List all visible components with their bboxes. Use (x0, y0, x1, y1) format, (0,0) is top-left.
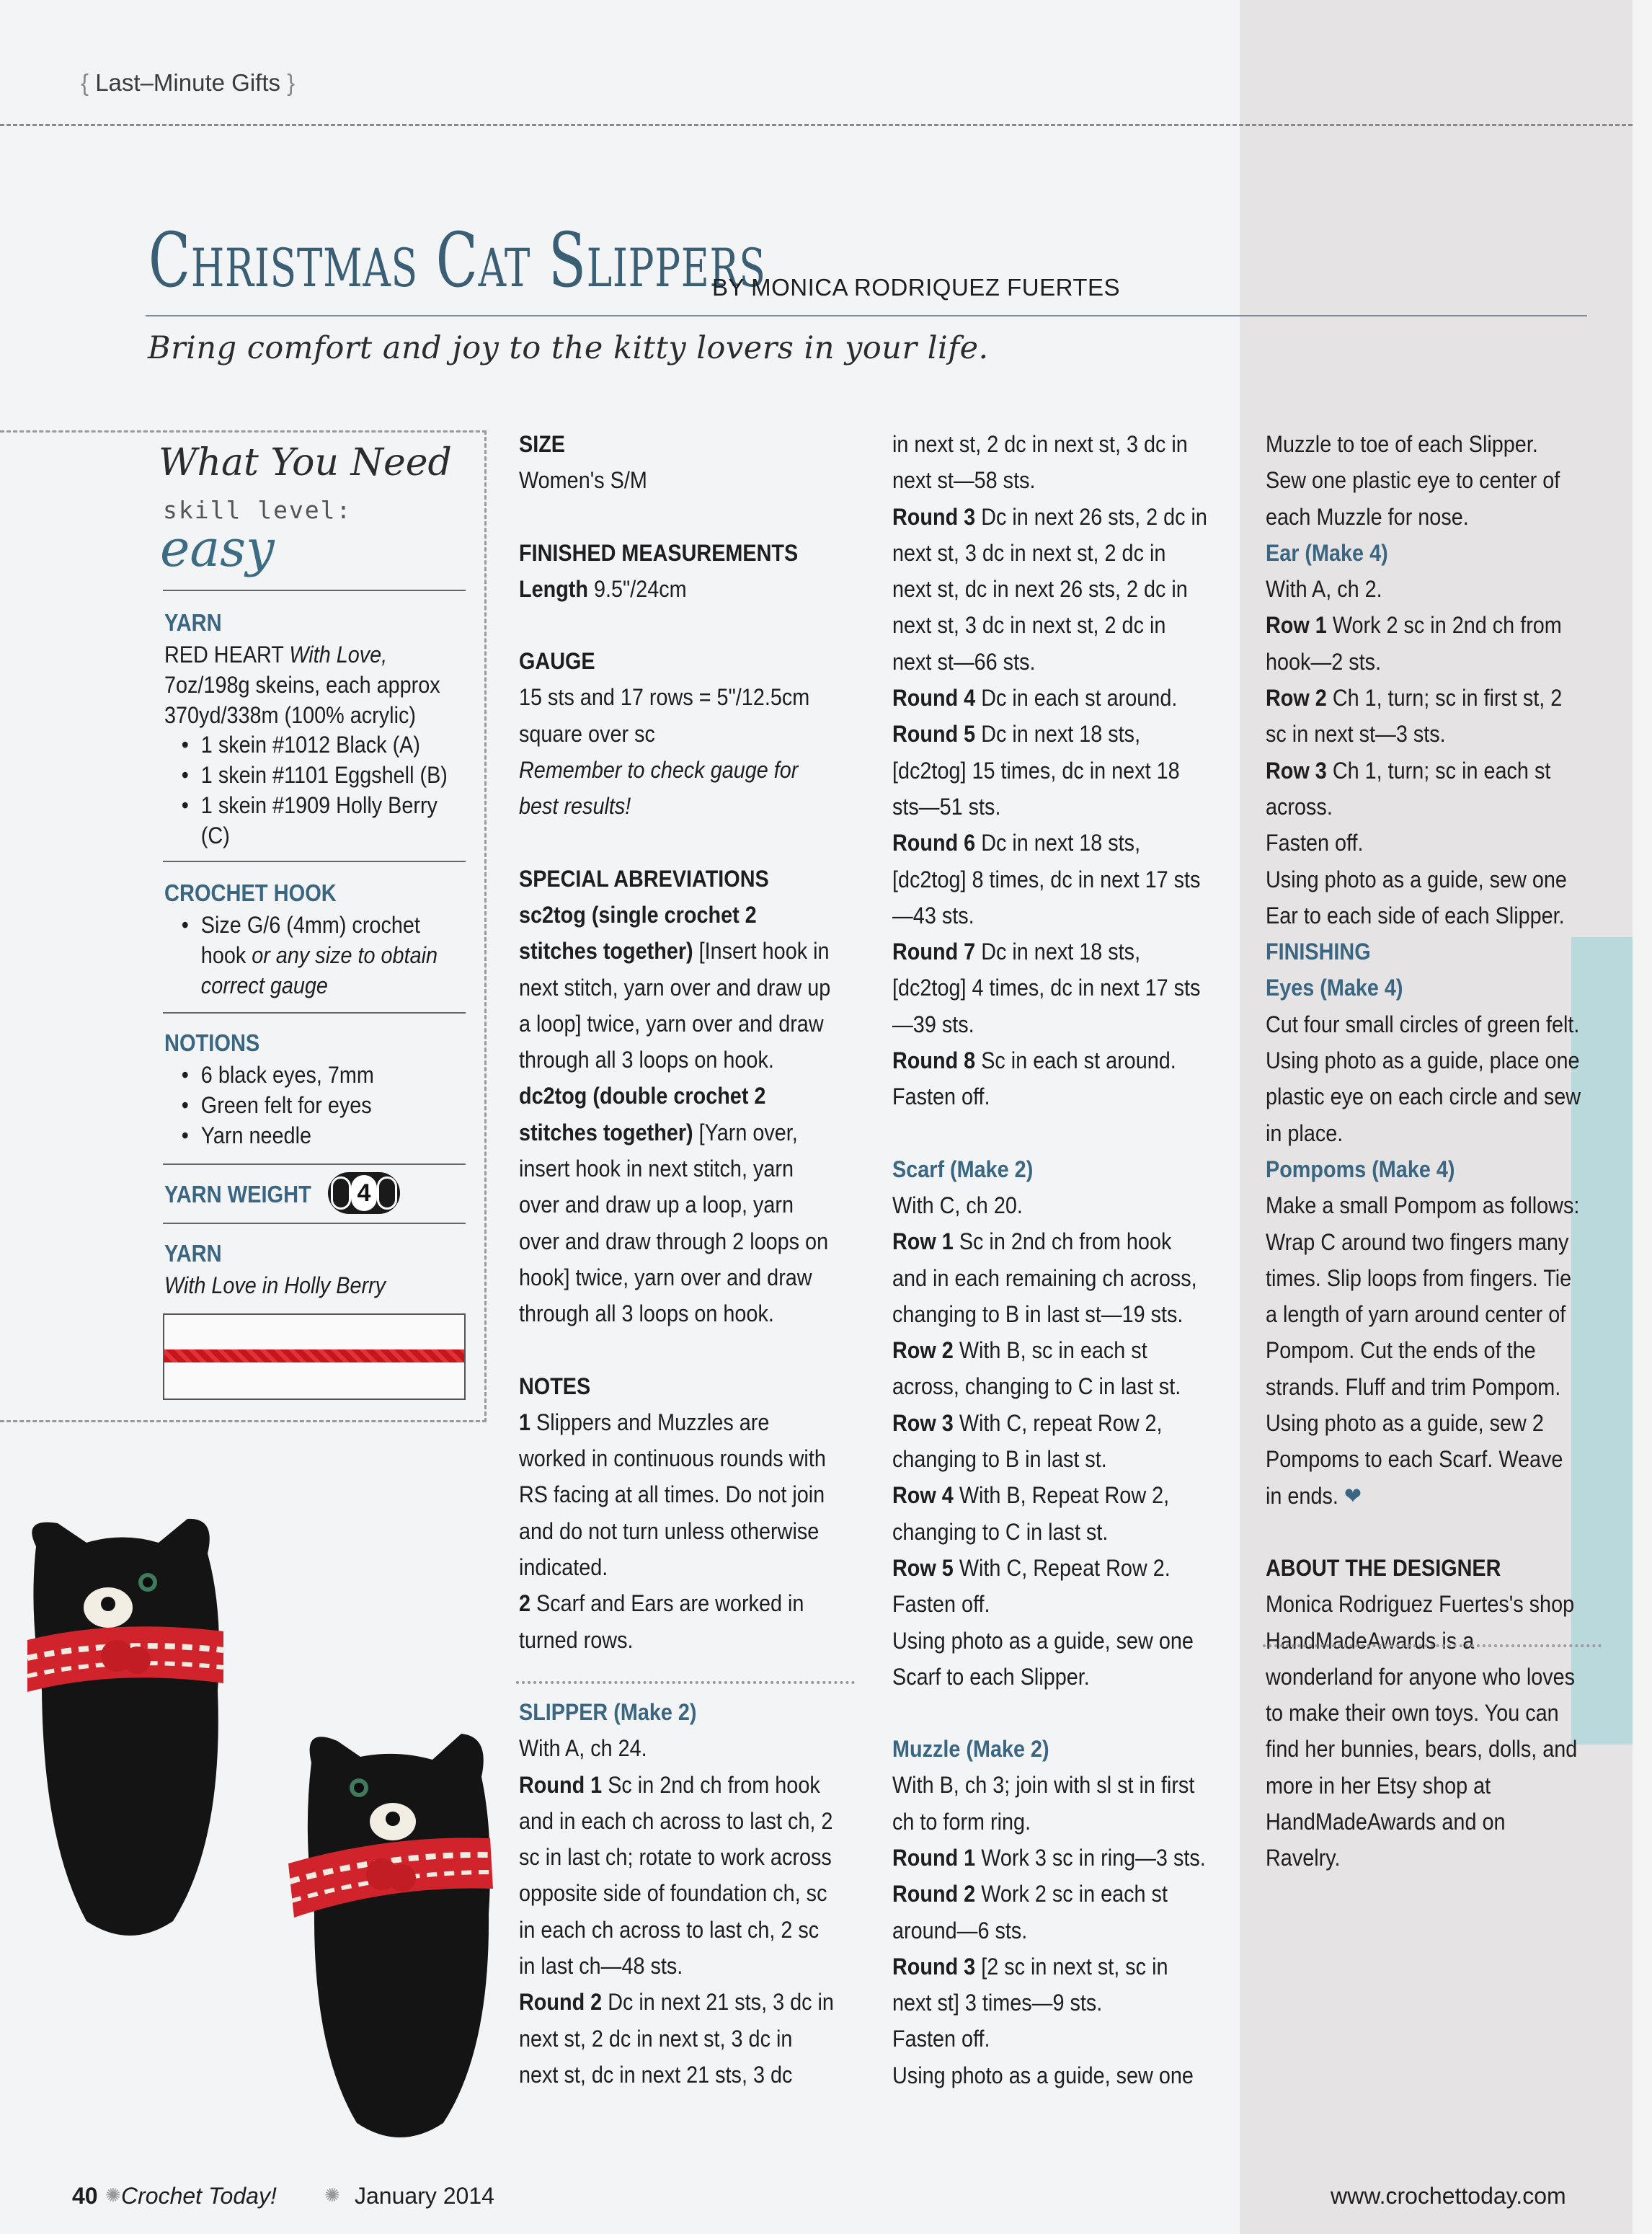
size-text: Women's S/M (519, 467, 647, 494)
issue-date: January 2014 (355, 2183, 494, 2209)
yarn-list (180, 730, 466, 851)
pompoms-text: Make a small Pompom as follows: Wrap C around two fingers many times. Slip loops from fingers. Tie a length of yarn around center of Pompom. Cut the ends of the strands. Fluff and trim Pompom. Using photo as a guide, sew 2 Pompoms to each Scarf. Weave in ends. ❤ (1266, 1192, 1580, 1509)
slipper-photo-right (274, 1712, 512, 2145)
sidebar-rule (163, 1012, 466, 1014)
yarn-weight-heading: YARN WEIGHT (164, 1181, 311, 1207)
yarn-strand (164, 1349, 464, 1362)
heart-icon: ❤ (1344, 1482, 1362, 1509)
publication-name: Crochet Today! (121, 2183, 277, 2209)
sidebar-rule (163, 1163, 466, 1165)
title-rule (146, 315, 1587, 316)
what-you-need-heading: What You Need (159, 441, 452, 484)
scarf-row-5: Row 5 With C, Repeat Row 2. (892, 1554, 1171, 1581)
list-item: • 1 skein #1909 Holly Berry (C) (180, 790, 466, 851)
about-text: Monica Rodriguez Fuertes's shop HandMadeAwards is a wonderland for anyone who loves to make their own toys. You can find her bunnies, bears, dolls, and more in her Etsy shop at HandMadeAwards and on Ravelry. (1266, 1591, 1578, 1871)
yarn-sample-heading: YARN (164, 1240, 222, 1267)
abbreviation-dc2tog: dc2tog (double crochet 2 stitches together) [Yarn over, insert hook in next stitch, yarn over and draw up a loop, yarn over and draw through 2 loops on hook] twice, yarn over and draw through all 3 loops on hook. (519, 1083, 829, 1327)
slipper-round-3: Round 3 Dc in next 26 sts, 2 dc in next st, 3 dc in next st, 2 dc in next st, dc in next 26 sts, 2 dc in next st, 3 dc in next st, 2 dc in next st—66 sts. (892, 503, 1207, 675)
slipper-photo-left (7, 1503, 245, 1943)
muzzle-intro: With B, ch 3; join with sl st in first ch to form ring. (892, 1772, 1195, 1835)
list-item: • Green felt for eyes (180, 1090, 453, 1120)
ear-intro: With A, ch 2. (1266, 576, 1382, 603)
column-2 (892, 426, 1207, 2093)
slipper-round-4: Round 4 Dc in each st around. (892, 685, 1178, 712)
slipper-round-2: Round 2 Dc in next 21 sts, 3 dc in next st, 2 dc in next st, 3 dc in next st, dc in next 21 sts, 3 dc (519, 1989, 834, 2088)
eyes-text: Cut four small circles of green felt. Using photo as a guide, place one plastic eye on each circle and sew in place. (1266, 1011, 1581, 1146)
notions-list (180, 1060, 453, 1151)
muzzle-sew: Using photo as a guide, sew one (892, 2062, 1194, 2088)
scarf-row-3: Row 3 With C, repeat Row 2, changing to B in last st. (892, 1409, 1163, 1473)
page-edge-strip (1633, 0, 1652, 2234)
yarn-swatch (163, 1313, 466, 1400)
fasten-off: Fasten off. (892, 2026, 990, 2052)
list-item: • Yarn needle (180, 1120, 453, 1151)
size-heading: SIZE (519, 431, 566, 457)
muzzle-round-1: Round 1 Work 3 sc in ring—3 sts. (892, 1844, 1206, 1871)
fasten-off: Fasten off. (1266, 830, 1364, 856)
finishing-heading: FINISHING (1266, 939, 1371, 965)
yarn-heading: YARN (164, 609, 222, 636)
section-tag: { Last–Minute Gifts } (81, 69, 296, 96)
yarn-description: RED HEART With Love, 7oz/198g skeins, each approx 370yd/338m (100% acrylic) (164, 642, 440, 728)
scarf-row-4: Row 4 With B, Repeat Row 2, changing to C in last st. (892, 1482, 1170, 1545)
skein-icon (377, 1176, 397, 1210)
ear-row-3: Row 3 Ch 1, turn; sc in each st across. (1266, 757, 1551, 820)
measurements-text: Length 9.5"/24cm (519, 575, 687, 602)
ear-row-2: Row 2 Ch 1, turn; sc in first st, 2 sc in next st—3 sts. (1266, 685, 1563, 748)
scarf-row-1: Row 1 Sc in 2nd ch from hook and in each remaining ch across, changing to B in last st—19 sts. (892, 1228, 1197, 1327)
header-divider (0, 124, 1633, 126)
scarf-sew: Using photo as a guide, sew one Scarf to each Slipper. (892, 1627, 1194, 1690)
notions-heading: NOTIONS (164, 1029, 260, 1056)
about-heading: ABOUT THE DESIGNER (1266, 1554, 1501, 1581)
round-2-continued: in next st, 2 dc in next st, 3 dc in next st—58 sts. (892, 431, 1188, 494)
eyes-heading: Eyes (Make 4) (1266, 975, 1403, 1001)
star-icon: ✺ (105, 2184, 121, 2206)
slipper-heading: SLIPPER (Make 2) (519, 1698, 697, 1725)
skill-level-label: skill level: (163, 496, 352, 524)
sidebar-rule (163, 861, 466, 862)
dotted-divider (1263, 1644, 1602, 1647)
slipper-round-8: Round 8 Sc in each st around. (892, 1047, 1176, 1074)
column-3 (1266, 426, 1581, 1876)
skill-level-value: easy (160, 519, 275, 578)
sidebar-rule (163, 590, 466, 591)
fasten-off: Fasten off. (892, 1591, 990, 1618)
gauge-note: Remember to check gauge for best results! (519, 757, 799, 820)
list-item: • 1 skein #1101 Eggshell (B) (180, 760, 466, 790)
skein-icon (331, 1176, 351, 1210)
muzzle-heading: Muzzle (Make 2) (892, 1736, 1049, 1763)
section-tag-label: Last–Minute Gifts (95, 69, 280, 96)
muzzle-round-2: Round 2 Work 2 sc in each st around—6 sts. (892, 1881, 1168, 1943)
website-link[interactable]: www.crochettoday.com (1331, 2183, 1566, 2209)
page-title: Christmas Cat Slippers (148, 216, 766, 304)
measurements-heading: FINISHED MEASUREMENTS (519, 539, 799, 566)
slipper-intro: With A, ch 24. (519, 1735, 647, 1762)
scarf-row-2: Row 2 With B, sc in each st across, changing to C in last st. (892, 1337, 1181, 1400)
abbreviation-sc2tog: sc2tog (single crochet 2 stitches together) [Insert hook in next stitch, yarn over and draw up a loop] twice, yarn over and draw through all 3 loops on hook. (519, 901, 831, 1073)
hook-list (180, 910, 453, 1001)
sidebar-rule (163, 1223, 466, 1224)
ear-heading: Ear (Make 4) (1266, 539, 1388, 566)
yarn-weight-icon (328, 1172, 400, 1214)
list-item: • 1 skein #1012 Black (A) (180, 730, 466, 760)
slipper-round-1: Round 1 Sc in 2nd ch from hook and in each ch across to last ch, 2 sc in last ch; rotate to work across opposite side of foundation ch, sc in each ch across to last ch, 2 sc in last ch—48 sts. (519, 1771, 833, 1979)
scarf-heading: Scarf (Make 2) (892, 1156, 1034, 1182)
slipper-round-7: Round 7 Dc in next 18 sts, [dc2tog] 4 times, dc in next 17 sts—39 sts. (892, 939, 1201, 1037)
list-item: • Size G/6 (4mm) crochet hook or any size to obtain correct gauge (180, 910, 453, 1001)
note-1: 1 Slippers and Muzzles are worked in continuous rounds with RS facing at all times. Do not join and do not turn unless otherwise indicated. (519, 1409, 826, 1581)
note-2: 2 Scarf and Ears are worked in turned rows. (519, 1590, 804, 1653)
muzzle-sew-continued: Muzzle to toe of each Slipper. Sew one plastic eye to center of each Muzzle for nose. (1266, 431, 1560, 530)
dotted-divider (516, 1681, 855, 1684)
slipper-round-6: Round 6 Dc in next 18 sts, [dc2tog] 8 times, dc in next 17 sts—43 sts. (892, 830, 1201, 928)
hook-heading: CROCHET HOOK (164, 879, 337, 906)
byline: BY MONICA RODRIQUEZ FUERTES (712, 274, 1121, 301)
subtitle: Bring comfort and joy to the kitty lovers in your life. (148, 330, 989, 366)
abbreviations-heading: SPECIAL ABREVIATIONS (519, 865, 769, 892)
pompoms-heading: Pompoms (Make 4) (1266, 1156, 1455, 1182)
gauge-text: 15 sts and 17 rows = 5"/12.5cm square over sc (519, 684, 810, 747)
ear-sew: Using photo as a guide, sew one Ear to each side of each Slipper. (1266, 866, 1567, 928)
yarn-weight-number: 4 (351, 1175, 377, 1211)
slipper-round-5: Round 5 Dc in next 18 sts, [dc2tog] 15 times, dc in next 18 sts—51 sts. (892, 721, 1180, 820)
scarf-intro: With C, ch 20. (892, 1192, 1023, 1218)
ear-row-1: Row 1 Work 2 sc in 2nd ch from hook—2 sts. (1266, 612, 1562, 675)
page-number: 40 (72, 2183, 98, 2209)
notes-heading: NOTES (519, 1373, 591, 1399)
star-icon: ✺ (324, 2184, 340, 2206)
muzzle-round-3: Round 3 [2 sc in next st, sc in next st] 3 times—9 sts. (892, 1953, 1168, 2016)
gauge-heading: GAUGE (519, 648, 595, 675)
column-1 (519, 426, 834, 2093)
yarn-sample-name: With Love in Holly Berry (164, 1272, 386, 1298)
fasten-off: Fasten off. (892, 1083, 990, 1110)
list-item: • 6 black eyes, 7mm (180, 1060, 453, 1090)
